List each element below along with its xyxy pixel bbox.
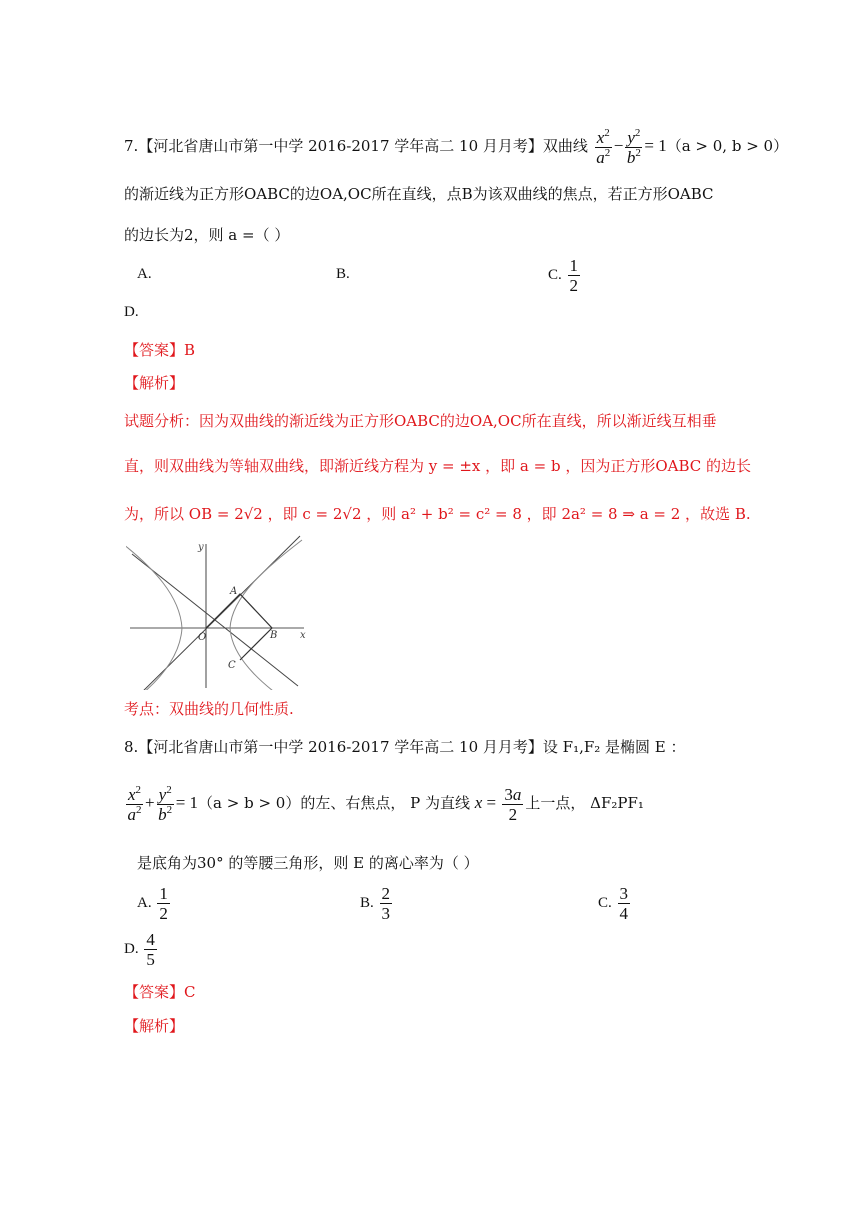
q8-option-a-label: A. [137, 894, 152, 911]
q8-option-d[interactable] [124, 930, 159, 969]
q8-line2-after: 上一点， ΔF₂PF₁ [525, 794, 644, 812]
q7-condition: （a > 0, b > 0） [666, 137, 789, 155]
asymptote-2 [132, 536, 300, 690]
q8-option-b-frac: $\frac{2}{3}$ [381, 884, 391, 923]
q7-line3: 的边长为2，则 a =（ ） [124, 226, 290, 244]
q8-source: 【河北省唐山市第一中学 2016-2017 学年高二 10 月月考】 [138, 738, 543, 756]
q8-option-d-label: D. [124, 940, 139, 957]
q8-frac-x: $\frac{x^2}{a^2}$ [127, 783, 142, 824]
y-axis-label: y [198, 542, 204, 553]
q7-option-c-label: C. [548, 266, 562, 283]
q7-option-b[interactable]: B. [336, 266, 350, 282]
q8-line1 [124, 736, 686, 757]
q7-option-a[interactable]: A. [137, 266, 152, 282]
q8-frac-3a2: $\frac{3a}{2}$ [504, 784, 522, 824]
q8-line2: $\frac{x^2}{a^2}$ + $\frac{y^2}{b^2}$ = 1（a > b > 0）的左、右焦点， P 为直线 x = $\frac{3a}{2}$ 上一点， ΔF₂PF₁ [127, 783, 644, 824]
q8-line3: 是底角为30° 的等腰三角形，则 E 的离心率为（ ） [137, 854, 479, 872]
q7-line2: 的渐近线为正方形OABC的边OA,OC所在直线，点B为该双曲线的焦点，若正方形OABC [124, 185, 714, 203]
q8-option-c-frac: $\frac{3}{4}$ [619, 884, 629, 923]
label-b: B [270, 630, 278, 641]
q8-option-a-frac: $\frac{1}{2}$ [159, 884, 168, 923]
q7-answer-label: 【答案】 [124, 341, 185, 359]
q8-frac-y: $\frac{y^2}{b^2}$ [158, 783, 173, 824]
q8-answer-value: C [184, 983, 196, 1001]
q7-analysis-label: 【解析】 [124, 374, 185, 392]
q7-option-c[interactable] [548, 256, 582, 295]
q7-option-d[interactable]: D. [124, 304, 139, 320]
q7-answer-value: B [184, 341, 196, 359]
q7-line1: 7.【河北省唐山市第一中学 2016-2017 学年高二 10 月月考】双曲线 $\frac{x^2}{a^2}$ − $\frac{y^2}{b^2}$ = 1（a > 0, b > 0） [124, 126, 789, 167]
square-sides [206, 594, 272, 660]
label-a: A [230, 586, 238, 597]
q8-line1-tail: 设 F₁,F₂ 是椭圆 E ： [542, 738, 686, 756]
q7-number: 7. [124, 137, 139, 155]
q8-option-b-label: B. [360, 894, 374, 911]
q8-option-d-frac: $\frac{4}{5}$ [146, 930, 155, 969]
q7-frac-y: $\frac{y^2}{b^2}$ [626, 126, 641, 167]
label-c: C [228, 660, 236, 671]
hyperbola-left-branch [126, 540, 182, 690]
q7-frac-x: $\frac{x^2}{a^2}$ [596, 126, 611, 167]
q8-option-b[interactable] [360, 884, 394, 923]
q7-answer [124, 339, 195, 360]
q7-line1-text: 双曲线 [542, 137, 588, 155]
q8-option-a[interactable] [137, 884, 172, 923]
q8-number: 8. [124, 738, 139, 756]
hyperbola-right-branch [230, 540, 302, 690]
q7-source: 【河北省唐山市第一中学 2016-2017 学年高二 10 月月考】 [138, 137, 543, 155]
q8-analysis-label: 【解析】 [124, 1017, 185, 1035]
label-o: O [198, 632, 207, 643]
q7-option-c-frac: $\frac{1}{2}$ [569, 256, 579, 295]
x-axis-label: x [300, 630, 306, 641]
q7-analysis-line2: 直，则双曲线为等轴双曲线，即渐近线方程为 y = ±x ，即 a = b ，因为正方形OABC 的边长 [124, 457, 752, 475]
q7-analysis-line1: 试题分析：因为双曲线的渐近线为正方形OABC的边OA,OC所在直线，所以渐近线互相垂 [124, 412, 717, 430]
q8-option-c-label: C. [598, 894, 612, 911]
hyperbola-figure [126, 534, 312, 690]
q7-kaodian: 考点：双曲线的几何性质. [124, 700, 294, 718]
q8-option-c[interactable] [598, 884, 632, 923]
q8-answer [124, 981, 196, 1002]
q8-answer-label: 【答案】 [124, 983, 185, 1001]
q8-line2-mid: （a > b > 0）的左、右焦点， P 为直线 [198, 794, 470, 812]
q7-analysis-line3: 为，所以 OB = 2√2 ，即 c = 2√2 ，则 a² + b² = c² = 8 ，即 2a² = 8 ⇒ a = 2 ，故选 B. [124, 505, 751, 523]
